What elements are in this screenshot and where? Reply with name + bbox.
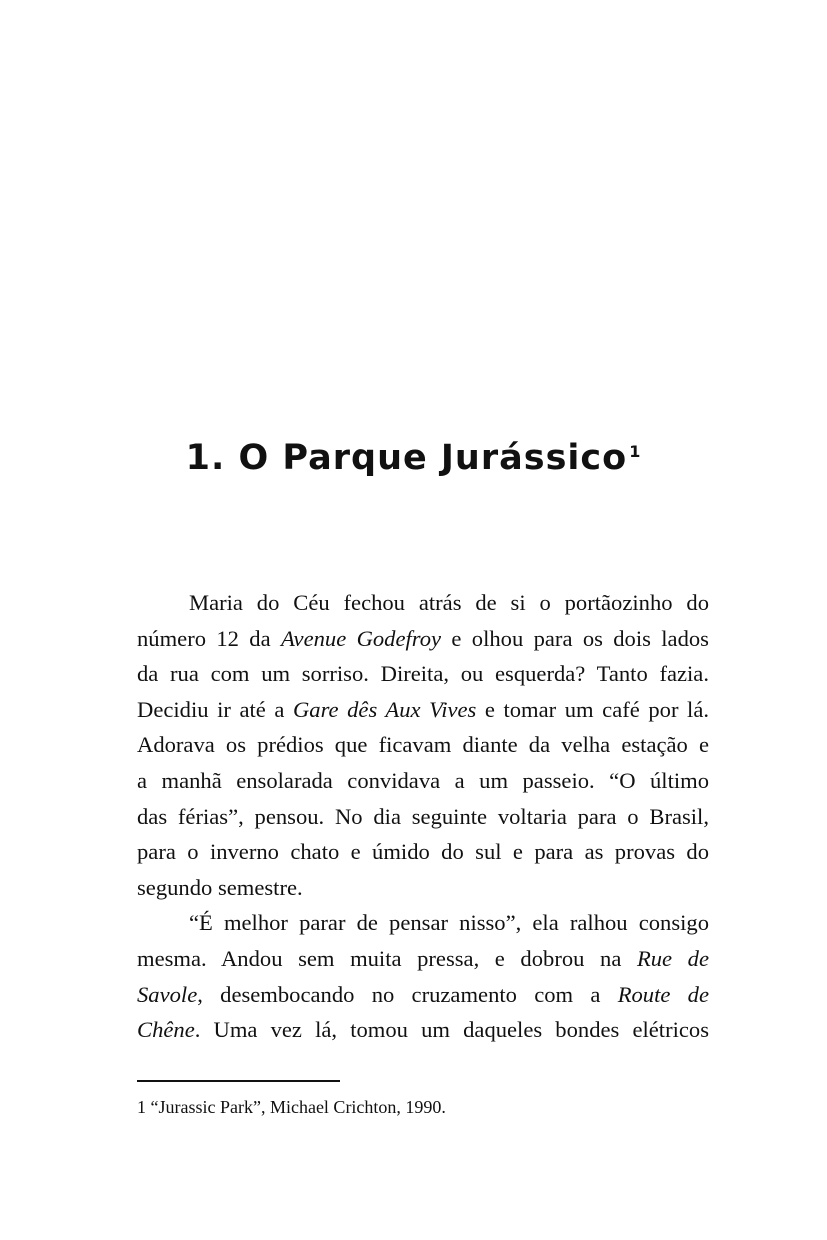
paragraph xyxy=(137,585,709,905)
text-line xyxy=(137,727,709,763)
footnote: 1 “Jurassic Park”, Michael Crichton, 1990. xyxy=(137,1097,446,1117)
text-line xyxy=(137,1012,709,1048)
italic-text: Gare dês Aux Vives xyxy=(292,696,477,722)
footnote-divider xyxy=(137,1080,340,1082)
text-line xyxy=(137,656,709,692)
text-segment: para o inverno chato e úmido do sul e para as provas do xyxy=(137,839,709,865)
text-line xyxy=(137,621,709,657)
text-segment: Adorava os prédios que ficavam diante da velha estação e xyxy=(137,732,709,758)
text-segment: , desembocando no cruzamento com a xyxy=(197,981,618,1007)
italic-text: Rue de xyxy=(636,945,709,971)
text-segment: das férias”, pensou. No dia seguinte voltaria para o Brasil, xyxy=(137,803,709,829)
chapter-title-text: 1. O Parque Jurássico xyxy=(185,438,628,478)
text-line xyxy=(137,692,709,728)
text-line xyxy=(137,941,709,977)
body-text xyxy=(137,585,709,1048)
paragraph xyxy=(137,905,709,1047)
text-line xyxy=(137,977,709,1013)
text-line xyxy=(137,905,709,941)
italic-text: Savole xyxy=(137,981,198,1007)
text-line xyxy=(137,585,709,621)
italic-text: Route de xyxy=(617,981,709,1007)
text-segment: da rua com um sorriso. Direita, ou esquerda? Tanto fazia. xyxy=(137,661,709,687)
text-segment: Maria do Céu fechou atrás de si o portãozinho do xyxy=(189,590,709,615)
text-segment: Decidiu ir até a xyxy=(137,696,293,722)
text-segment: número 12 da xyxy=(137,625,281,651)
text-line xyxy=(137,799,709,835)
text-line xyxy=(137,834,709,870)
text-line xyxy=(137,870,709,906)
chapter-title xyxy=(0,438,827,478)
text-segment: e tomar um café por lá. xyxy=(476,696,709,722)
text-line xyxy=(137,763,709,799)
italic-text: Avenue Godefroy xyxy=(280,625,442,651)
footnote-reference: 1 xyxy=(629,442,642,461)
text-segment: mesma. Andou sem muita pressa, e dobrou na xyxy=(137,945,637,971)
italic-text: Chêne xyxy=(137,1017,195,1043)
text-segment: “É melhor parar de pensar nisso”, ela ralhou consigo xyxy=(189,910,709,936)
text-segment: segundo semestre. xyxy=(137,874,303,900)
text-segment: a manhã ensolarada convidava a um passeio. “O último xyxy=(137,767,709,793)
text-segment: e olhou para os dois lados xyxy=(441,625,709,651)
text-segment: . Uma vez lá, tomou um daqueles bondes elétricos xyxy=(194,1017,709,1043)
